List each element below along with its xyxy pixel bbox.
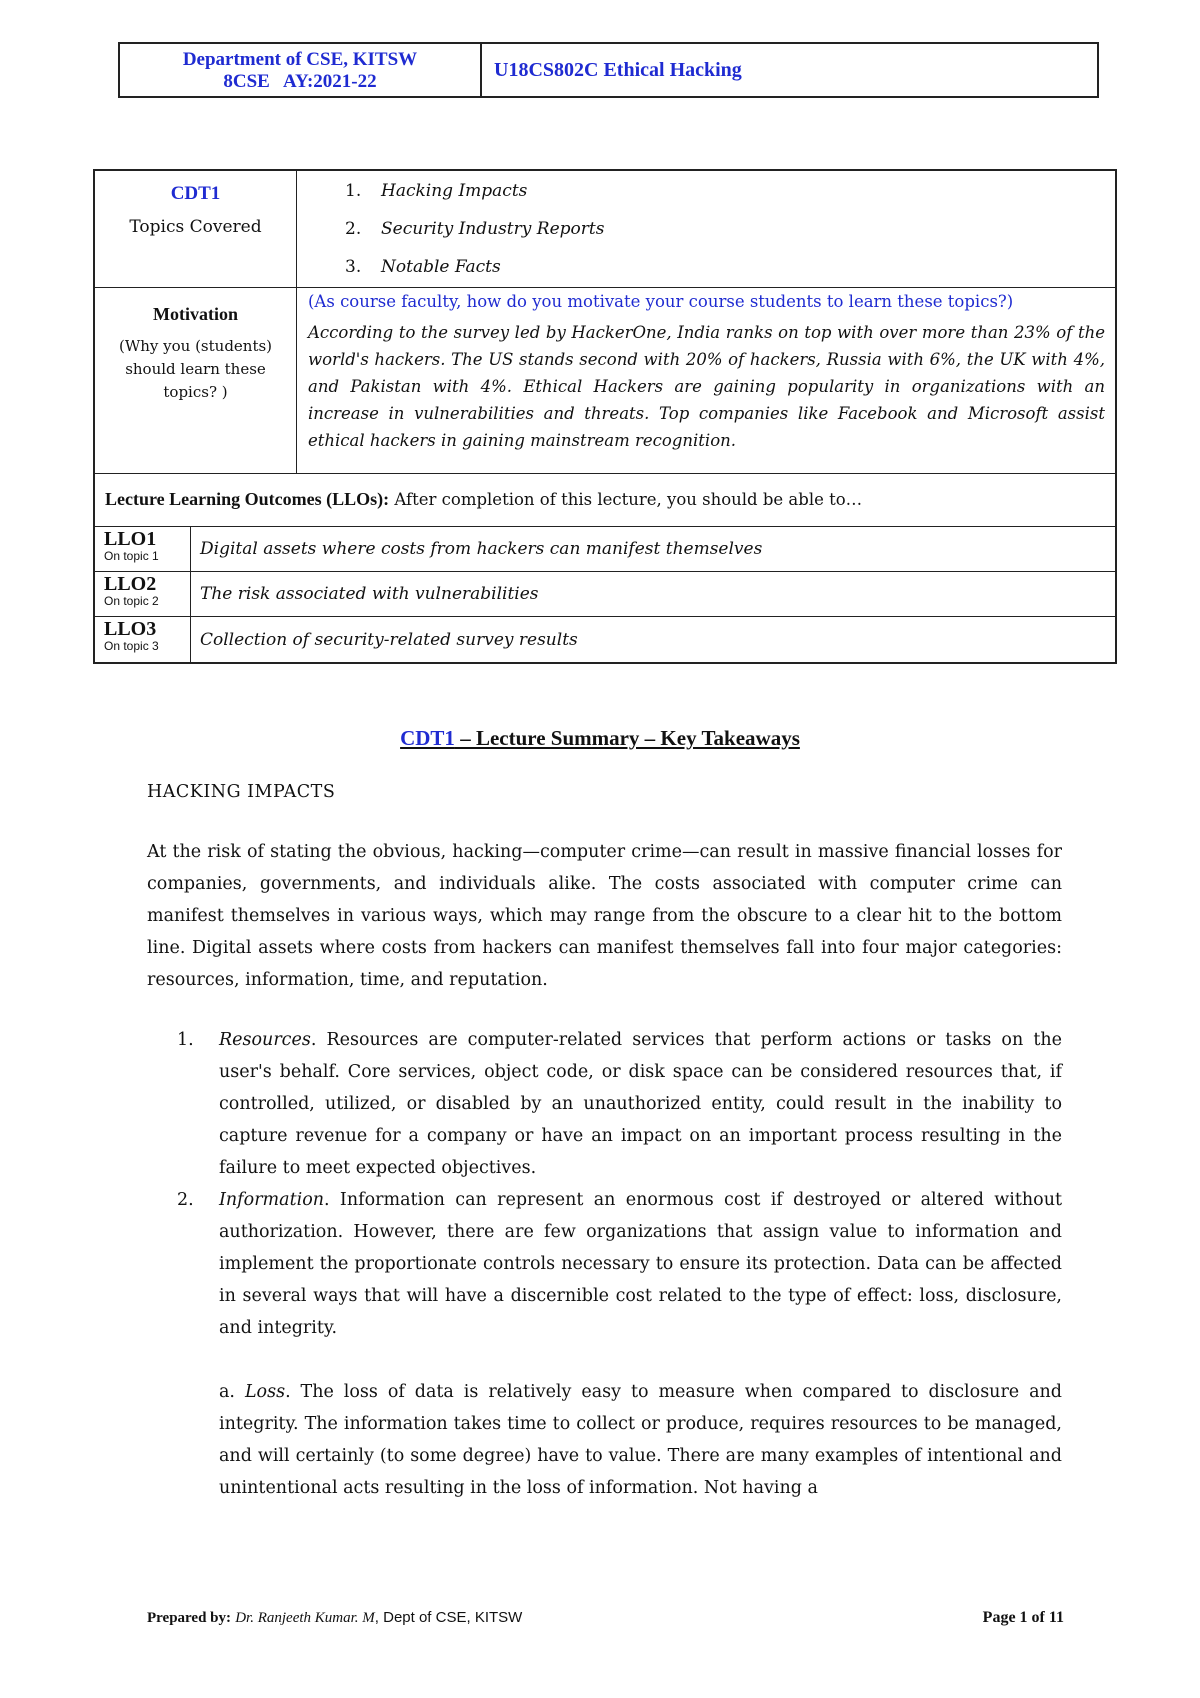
impact-list	[177, 1024, 1062, 1344]
topics-list	[297, 171, 1115, 295]
section-heading: HACKING IMPACTS	[147, 782, 336, 802]
motivation-question: (As course faculty, how do you motivate your course students to learn these topics?)	[308, 292, 1014, 311]
llo-heading-row	[95, 474, 1115, 527]
cdt-title: CDT1	[170, 183, 221, 204]
sub-item-loss: a. Loss. The loss of data is relatively easy to measure when compared to disclosure and integrity. The information takes time to collect or produce, requires resources to be managed, and will certainly (to some degree) have to value. There are many examples of intentional and unintentional acts resulting in the loss of information. Not having a	[219, 1382, 1063, 1498]
footer-author: Prepared by: Dr. Ranjeeth Kumar. M, Dept of CSE, KITSW	[147, 1609, 523, 1626]
llo-heading: Lecture Learning Outcomes (LLOs): After completion of this lecture, you should be able to…	[105, 489, 863, 509]
list-item: 1. Hacking Impacts	[345, 181, 528, 201]
llo-row	[95, 617, 1115, 662]
llo-row	[95, 572, 1115, 617]
intro-paragraph: At the risk of stating the obvious, hacking—computer crime—can result in massive financial losses for companies, governments, and individuals alike. The costs associated with computer crime can manifest themselves in various ways, which may range from the obscure to a clear hit to the bottom line. Digital assets where costs from hackers can manifest themselves fall into four major categories: resources, information, time, and reputation.	[147, 842, 1062, 990]
motivation-text: According to the survey led by HackerOne, India ranks on top with over more than 23% of the world's hackers. The US stands second with 20% of hackers, Russia with 6%, the UK with 4%, and Pakistan with 4%. Ethical Hackers are gaining popularity in organizations with an increase in vulnerabilities and threats. Top companies like Facebook and Microsoft assist ethical hackers in gaining mainstream recognition.	[308, 323, 1105, 450]
course-title: U18CS802C Ethical Hacking	[494, 58, 742, 81]
motivation-row	[95, 288, 1115, 474]
llo-topic: On topic 1	[104, 549, 159, 563]
llo-topic: On topic 2	[104, 594, 159, 608]
llo-text: Digital assets where costs from hackers can manifest themselves	[200, 539, 763, 559]
list-item: 1. Resources. Resources are computer-related services that perform actions or tasks on the user's behalf. Core services, object code, or disk space can be considered resources that, if controlled, utilized, or disabled by an unauthorized entity, could result in the inability to capture revenue for a company or have an impact on an important process resulting in the failure to meet expected objectives.	[177, 1030, 1062, 1178]
llo-id: LLO3	[104, 618, 157, 640]
llo-id: LLO1	[104, 528, 157, 550]
list-item: 2. Information. Information can represent an enormous cost if destroyed or altered without authorization. However, there are few organizations that assign value to information and implement the proportionate controls necessary to ensure its protection. Data can be affected in several ways that will have a discernible cost related to the type of effect: loss, disclosure, and integrity.	[177, 1190, 1062, 1338]
llo-topic: On topic 3	[104, 639, 159, 653]
document-header	[118, 42, 1099, 98]
llo-id: LLO2	[104, 573, 157, 595]
list-item: 3. Notable Facts	[345, 257, 501, 277]
topics-label: Topics Covered	[129, 217, 262, 237]
cdt-table	[93, 169, 1117, 664]
llo-text: The risk associated with vulnerabilities	[200, 584, 539, 604]
department-name: Department of CSE, KITSW	[182, 49, 418, 70]
llo-text: Collection of security-related survey results	[200, 629, 578, 650]
academic-year: 8CSE AY:2021-22	[223, 71, 377, 92]
llo-row	[95, 527, 1115, 572]
topics-row	[95, 171, 1115, 288]
list-item: 2. Security Industry Reports	[345, 219, 605, 239]
motivation-title: Motivation	[153, 304, 238, 324]
motivation-subtitle: (Why you (students) should learn these topics? )	[118, 337, 273, 401]
cdt-link[interactable]: CDT1	[400, 726, 455, 750]
department-info	[120, 44, 482, 96]
page-number: Page 1 of 11	[982, 1609, 1064, 1626]
summary-title: CDT1 – Lecture Summary – Key Takeaways	[400, 726, 800, 750]
